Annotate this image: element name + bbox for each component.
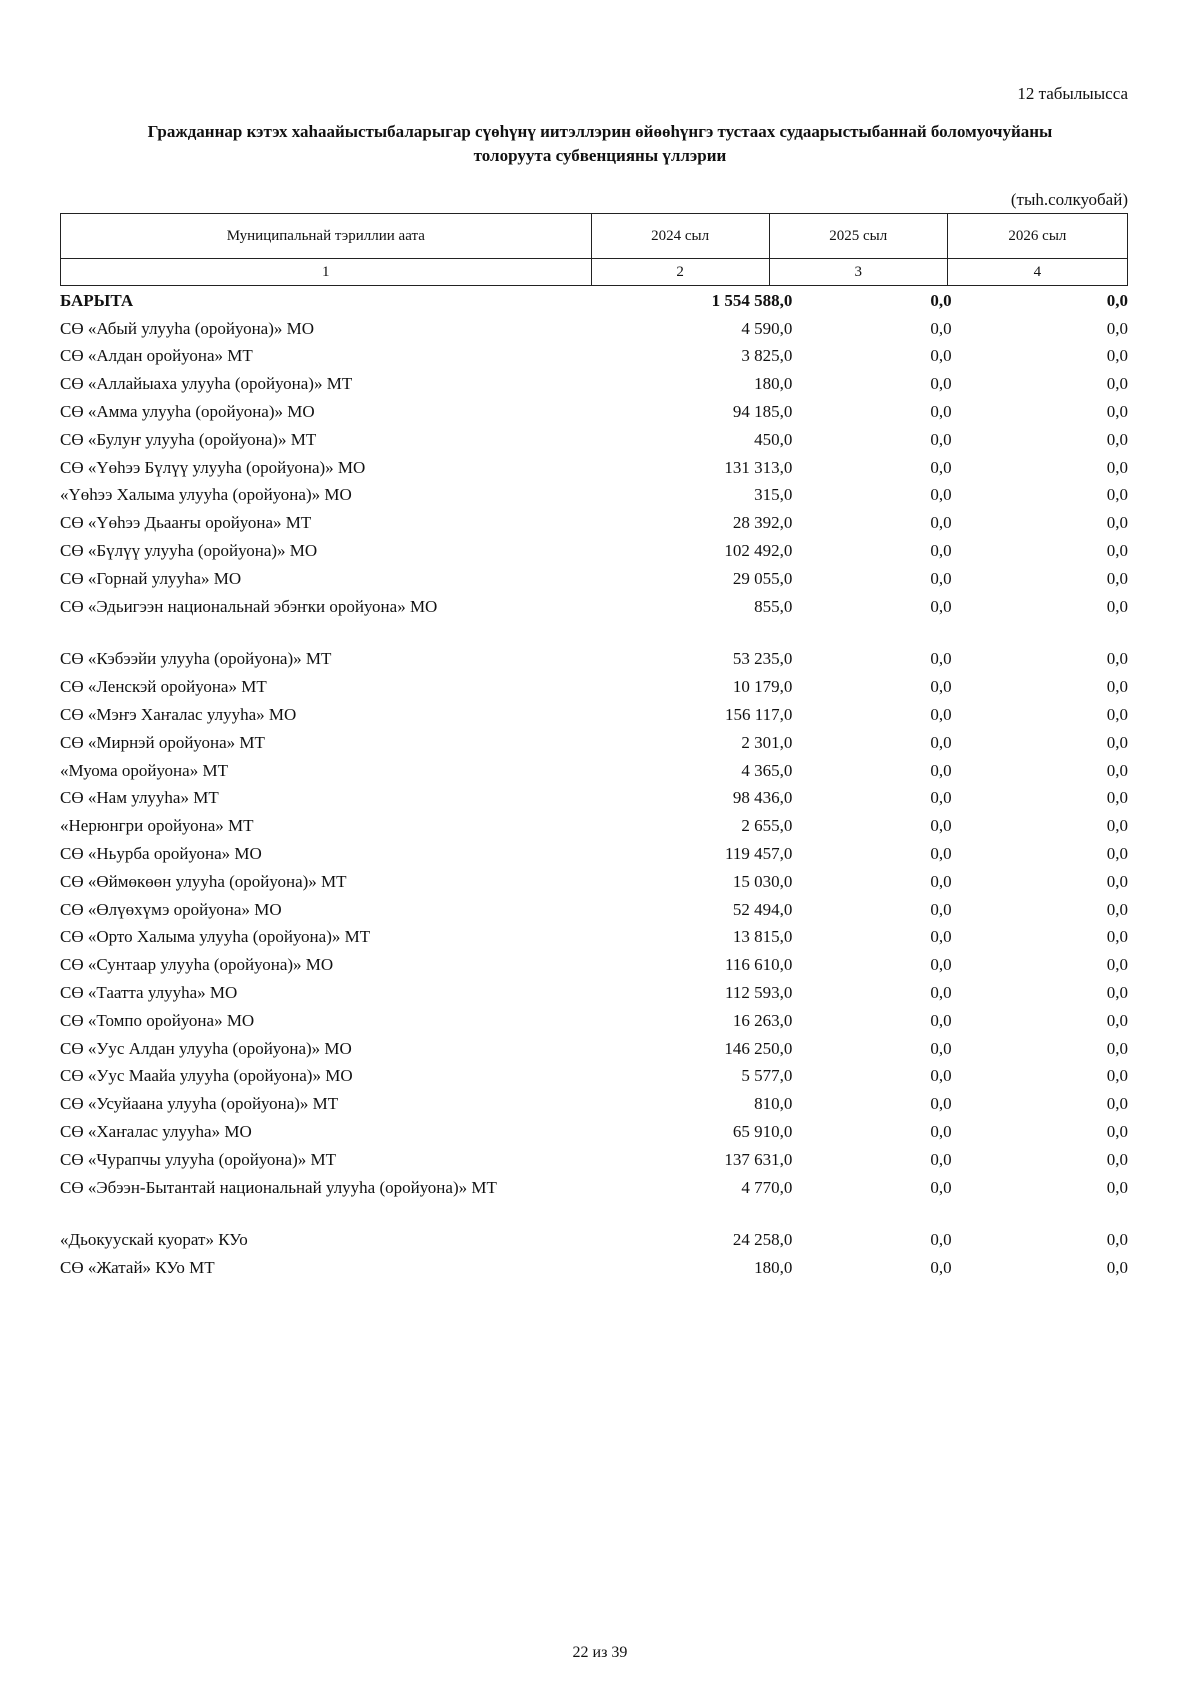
row-name: СӨ «Ньурба оройуона» МО <box>60 844 262 864</box>
table-row <box>60 673 1128 701</box>
row-2025: 0,0 <box>930 596 952 616</box>
title-line-1: Гражданнар кэтэх хаhаайыстыбаларыгар сүөhүнү иитэллэрин өйөөhүнгэ тустаах судаарыстыбаннай боломуочуйаны <box>147 122 1053 141</box>
row-2026: 0,0 <box>1106 485 1128 505</box>
row-2025: 0,0 <box>930 871 952 891</box>
row-2026: 0,0 <box>1106 1230 1128 1250</box>
table-row <box>60 896 1128 924</box>
header-num-3: 3 <box>769 259 947 286</box>
row-name: «Муома оройуона» МТ <box>60 760 228 780</box>
row-name: «Үөhээ Халыма улууhа (оройуона)» МО <box>60 485 352 505</box>
header-num-4: 4 <box>947 259 1127 286</box>
row-2025: 0,0 <box>930 374 952 394</box>
row-2025: 0,0 <box>930 318 952 338</box>
table-row <box>60 729 1128 757</box>
total-row <box>60 287 1128 315</box>
table-row <box>60 701 1128 729</box>
table-row <box>60 343 1128 371</box>
table-row <box>60 951 1128 979</box>
row-name: СӨ «Кэбээйи улууhа (оройуона)» МТ <box>60 649 332 669</box>
title-line-2: толоруута субвенцияны үллэрии <box>473 146 727 165</box>
row-2024: 16 263,0 <box>732 1010 793 1030</box>
row-2025: 0,0 <box>930 1149 952 1169</box>
row-name: СӨ «Үөhээ Дьааҥы оройуона» МТ <box>60 513 312 533</box>
row-2024: 24 258,0 <box>732 1230 793 1250</box>
row-2024: 180,0 <box>754 1258 793 1278</box>
table-row <box>60 785 1128 813</box>
row-2026: 0,0 <box>1106 1177 1128 1197</box>
row-2024: 94 185,0 <box>732 402 793 422</box>
row-2025: 0,0 <box>930 429 952 449</box>
row-2024: 2 301,0 <box>741 732 793 752</box>
table-row <box>60 537 1128 565</box>
row-2024: 450,0 <box>754 429 793 449</box>
row-2024: 13 815,0 <box>732 927 793 947</box>
row-name: СӨ «Өймөкөөн улууhа (оройуона)» МТ <box>60 871 347 891</box>
row-2024: 5 577,0 <box>741 1066 793 1086</box>
table-row <box>60 315 1128 343</box>
row-2024: 65 910,0 <box>732 1122 793 1141</box>
row-name: СӨ «Уус Маайа улууhа (оройуона)» МО <box>60 1066 353 1086</box>
row-2026: 0,0 <box>1106 1094 1128 1114</box>
row-name: СӨ «Орто Халыма улууhа (оройуона)» МТ <box>60 927 371 947</box>
row-2025: 0,0 <box>930 402 952 422</box>
row-2026: 0,0 <box>1106 596 1128 616</box>
header-num-1: 1 <box>61 259 592 286</box>
table-row <box>60 868 1128 896</box>
row-2025: 0,0 <box>930 1094 952 1114</box>
row-2025: 0,0 <box>930 983 952 1003</box>
row-2025: 0,0 <box>930 816 952 836</box>
row-2024: 53 235,0 <box>732 649 793 669</box>
row-name: СӨ «Бүлүү улууhа (оройуона)» МО <box>60 541 318 561</box>
row-2025: 0,0 <box>930 899 952 919</box>
row-2024: 315,0 <box>754 485 793 505</box>
row-2026: 0,0 <box>1106 732 1128 752</box>
table-row <box>60 812 1128 840</box>
row-2026: 0,0 <box>1106 346 1128 366</box>
header-num-2: 2 <box>591 259 769 286</box>
table-row <box>60 482 1128 510</box>
row-2024: 855,0 <box>754 596 793 616</box>
row-2025: 0,0 <box>930 568 952 588</box>
row-2026: 0,0 <box>1106 816 1128 836</box>
row-name: СӨ «Усуйаана улууhа (оройуона)» МТ <box>60 1094 339 1114</box>
table-row <box>60 1090 1128 1118</box>
row-2024: 10 179,0 <box>732 677 793 697</box>
row-2024: 4 590,0 <box>741 318 793 338</box>
row-2025: 0,0 <box>930 844 952 864</box>
row-2025: 0,0 <box>930 1177 952 1197</box>
row-2025: 0,0 <box>930 955 952 975</box>
table-row <box>60 924 1128 952</box>
row-2026: 0,0 <box>1106 1149 1128 1169</box>
row-name: СӨ «Хаҥалас улууhа» МО <box>60 1122 252 1141</box>
row-2026: 0,0 <box>1106 1038 1128 1058</box>
row-2025: 0,0 <box>930 927 952 947</box>
table-row <box>60 1254 1128 1282</box>
row-2026: 0,0 <box>1106 1258 1128 1278</box>
row-2025: 0,0 <box>930 485 952 505</box>
header-name: Муниципальнай тэриллии аата <box>61 214 592 259</box>
document-title <box>60 120 1140 168</box>
header-2026: 2026 сыл <box>947 214 1127 259</box>
total-2025: 0,0 <box>930 290 952 310</box>
row-2026: 0,0 <box>1106 899 1128 919</box>
row-2025: 0,0 <box>930 1066 952 1086</box>
row-name: СӨ «Сунтаар улууhа (оройуона)» МО <box>60 955 334 975</box>
row-name: СӨ «Томпо оройуона» МО <box>60 1010 255 1030</box>
row-2026: 0,0 <box>1106 705 1128 725</box>
row-name: СӨ «Булуҥ улууhа (оройуона)» МТ <box>60 429 317 449</box>
row-name: СӨ «Горнай улууhа» МО <box>60 568 242 588</box>
row-2024: 4 770,0 <box>741 1177 793 1197</box>
row-2025: 0,0 <box>930 457 952 477</box>
row-2025: 0,0 <box>930 1038 952 1058</box>
appendix-label: 12 табылыысса <box>1017 84 1128 103</box>
row-name: СӨ «Ленскэй оройуона» МТ <box>60 677 267 697</box>
row-2026: 0,0 <box>1106 457 1128 477</box>
table-row <box>60 1118 1128 1146</box>
row-2026: 0,0 <box>1106 844 1128 864</box>
row-name: СӨ «Уус Алдан улууhа (оройуона)» МО <box>60 1038 352 1058</box>
table-row <box>60 398 1128 426</box>
total-2024: 1 554 588,0 <box>711 290 793 310</box>
table-row <box>60 1035 1128 1063</box>
row-2024: 156 117,0 <box>724 705 793 725</box>
row-2026: 0,0 <box>1106 760 1128 780</box>
table-row <box>60 1146 1128 1174</box>
row-name: СӨ «Аллайыаха улууhа (оройуона)» МТ <box>60 374 353 394</box>
row-2025: 0,0 <box>930 677 952 697</box>
row-2026: 0,0 <box>1106 1122 1128 1141</box>
table-row <box>60 426 1128 454</box>
table-row <box>60 646 1128 674</box>
row-2026: 0,0 <box>1106 677 1128 697</box>
table-row <box>60 979 1128 1007</box>
row-2025: 0,0 <box>930 649 952 669</box>
row-name: «Нерюнгри оройуона» МТ <box>60 816 254 836</box>
row-2025: 0,0 <box>930 705 952 725</box>
row-name: СӨ «Абый улууhа (оройуона)» МО <box>60 318 315 338</box>
row-2026: 0,0 <box>1106 871 1128 891</box>
row-2024: 15 030,0 <box>732 871 793 891</box>
row-name: СӨ «Эбээн-Бытантай национальнай улууhа (оройуона)» МТ <box>60 1177 497 1197</box>
row-2026: 0,0 <box>1106 318 1128 338</box>
table-header <box>60 213 1128 286</box>
row-2024: 102 492,0 <box>724 541 793 561</box>
row-2026: 0,0 <box>1106 1010 1128 1030</box>
row-2024: 3 825,0 <box>741 346 793 366</box>
row-2026: 0,0 <box>1106 429 1128 449</box>
row-2025: 0,0 <box>930 1122 952 1141</box>
table-row <box>60 757 1128 785</box>
row-2026: 0,0 <box>1106 374 1128 394</box>
row-name: СӨ «Нам улууhа» МТ <box>60 788 219 808</box>
table-row <box>60 1174 1128 1202</box>
table-row <box>60 565 1128 593</box>
row-2025: 0,0 <box>930 541 952 561</box>
table-row <box>60 1063 1128 1091</box>
row-2025: 0,0 <box>930 1010 952 1030</box>
row-name: СӨ «Амма улууhа (оройуона)» МО <box>60 402 315 422</box>
row-2026: 0,0 <box>1106 513 1128 533</box>
header-2024: 2024 сыл <box>591 214 769 259</box>
row-2024: 131 313,0 <box>724 457 793 477</box>
row-name: СӨ «Чурапчы улууhа (оройуона)» МТ <box>60 1149 336 1169</box>
table-body <box>60 287 1128 1282</box>
row-2024: 52 494,0 <box>732 899 793 919</box>
row-2024: 119 457,0 <box>724 844 793 864</box>
row-name: СӨ «Алдан оройуона» МТ <box>60 346 253 366</box>
row-2026: 0,0 <box>1106 1066 1128 1086</box>
row-name: «Дьокуускай куорат» КУо <box>60 1230 248 1250</box>
row-2024: 29 055,0 <box>732 568 793 588</box>
row-name: СӨ «Эдьигээн национальнай эбэҥки оройуона» МО <box>60 596 438 616</box>
table-row <box>60 840 1128 868</box>
row-2024: 137 631,0 <box>724 1149 793 1169</box>
row-2026: 0,0 <box>1106 568 1128 588</box>
row-name: СӨ «Өлүөхүмэ оройуона» МО <box>60 899 282 919</box>
page-number: 22 из 39 <box>572 1644 628 1661</box>
row-2026: 0,0 <box>1106 402 1128 422</box>
row-2025: 0,0 <box>930 732 952 752</box>
table-row <box>60 370 1128 398</box>
table-row <box>60 1227 1128 1255</box>
row-name: СӨ «Жатай» КУо МТ <box>60 1258 215 1278</box>
row-name: СӨ «Үөhээ Бүлүү улууhа (оройуона)» МО <box>60 457 366 477</box>
table-row <box>60 509 1128 537</box>
row-name: СӨ «Мирнэй оройуона» МТ <box>60 732 265 752</box>
row-2025: 0,0 <box>930 788 952 808</box>
table-row <box>60 1007 1128 1035</box>
row-name: СӨ «Мэҥэ Хаҥалас улууhа» МО <box>60 705 297 725</box>
total-2026: 0,0 <box>1106 290 1128 310</box>
unit-label: (тыh.солкуобай) <box>1010 190 1128 209</box>
row-2024: 810,0 <box>754 1094 793 1114</box>
row-2024: 146 250,0 <box>724 1038 793 1058</box>
row-2024: 180,0 <box>754 374 793 394</box>
row-2024: 28 392,0 <box>732 513 793 533</box>
row-2024: 4 365,0 <box>741 760 793 780</box>
row-2025: 0,0 <box>930 760 952 780</box>
table-row <box>60 593 1128 621</box>
row-2026: 0,0 <box>1106 649 1128 669</box>
row-2024: 112 593,0 <box>724 983 793 1003</box>
row-2026: 0,0 <box>1106 541 1128 561</box>
row-2025: 0,0 <box>930 513 952 533</box>
row-2025: 0,0 <box>930 346 952 366</box>
row-2025: 0,0 <box>930 1258 952 1278</box>
row-2024: 98 436,0 <box>732 788 793 808</box>
row-2026: 0,0 <box>1106 955 1128 975</box>
row-2026: 0,0 <box>1106 983 1128 1003</box>
row-2024: 116 610,0 <box>724 955 793 975</box>
row-2025: 0,0 <box>930 1230 952 1250</box>
total-name: БАРЫТА <box>60 290 134 310</box>
row-2024: 2 655,0 <box>741 816 793 836</box>
row-2026: 0,0 <box>1106 927 1128 947</box>
row-name: СӨ «Таатта улууhа» МО <box>60 983 238 1003</box>
table-row <box>60 454 1128 482</box>
header-2025: 2025 сыл <box>769 214 947 259</box>
row-2026: 0,0 <box>1106 788 1128 808</box>
